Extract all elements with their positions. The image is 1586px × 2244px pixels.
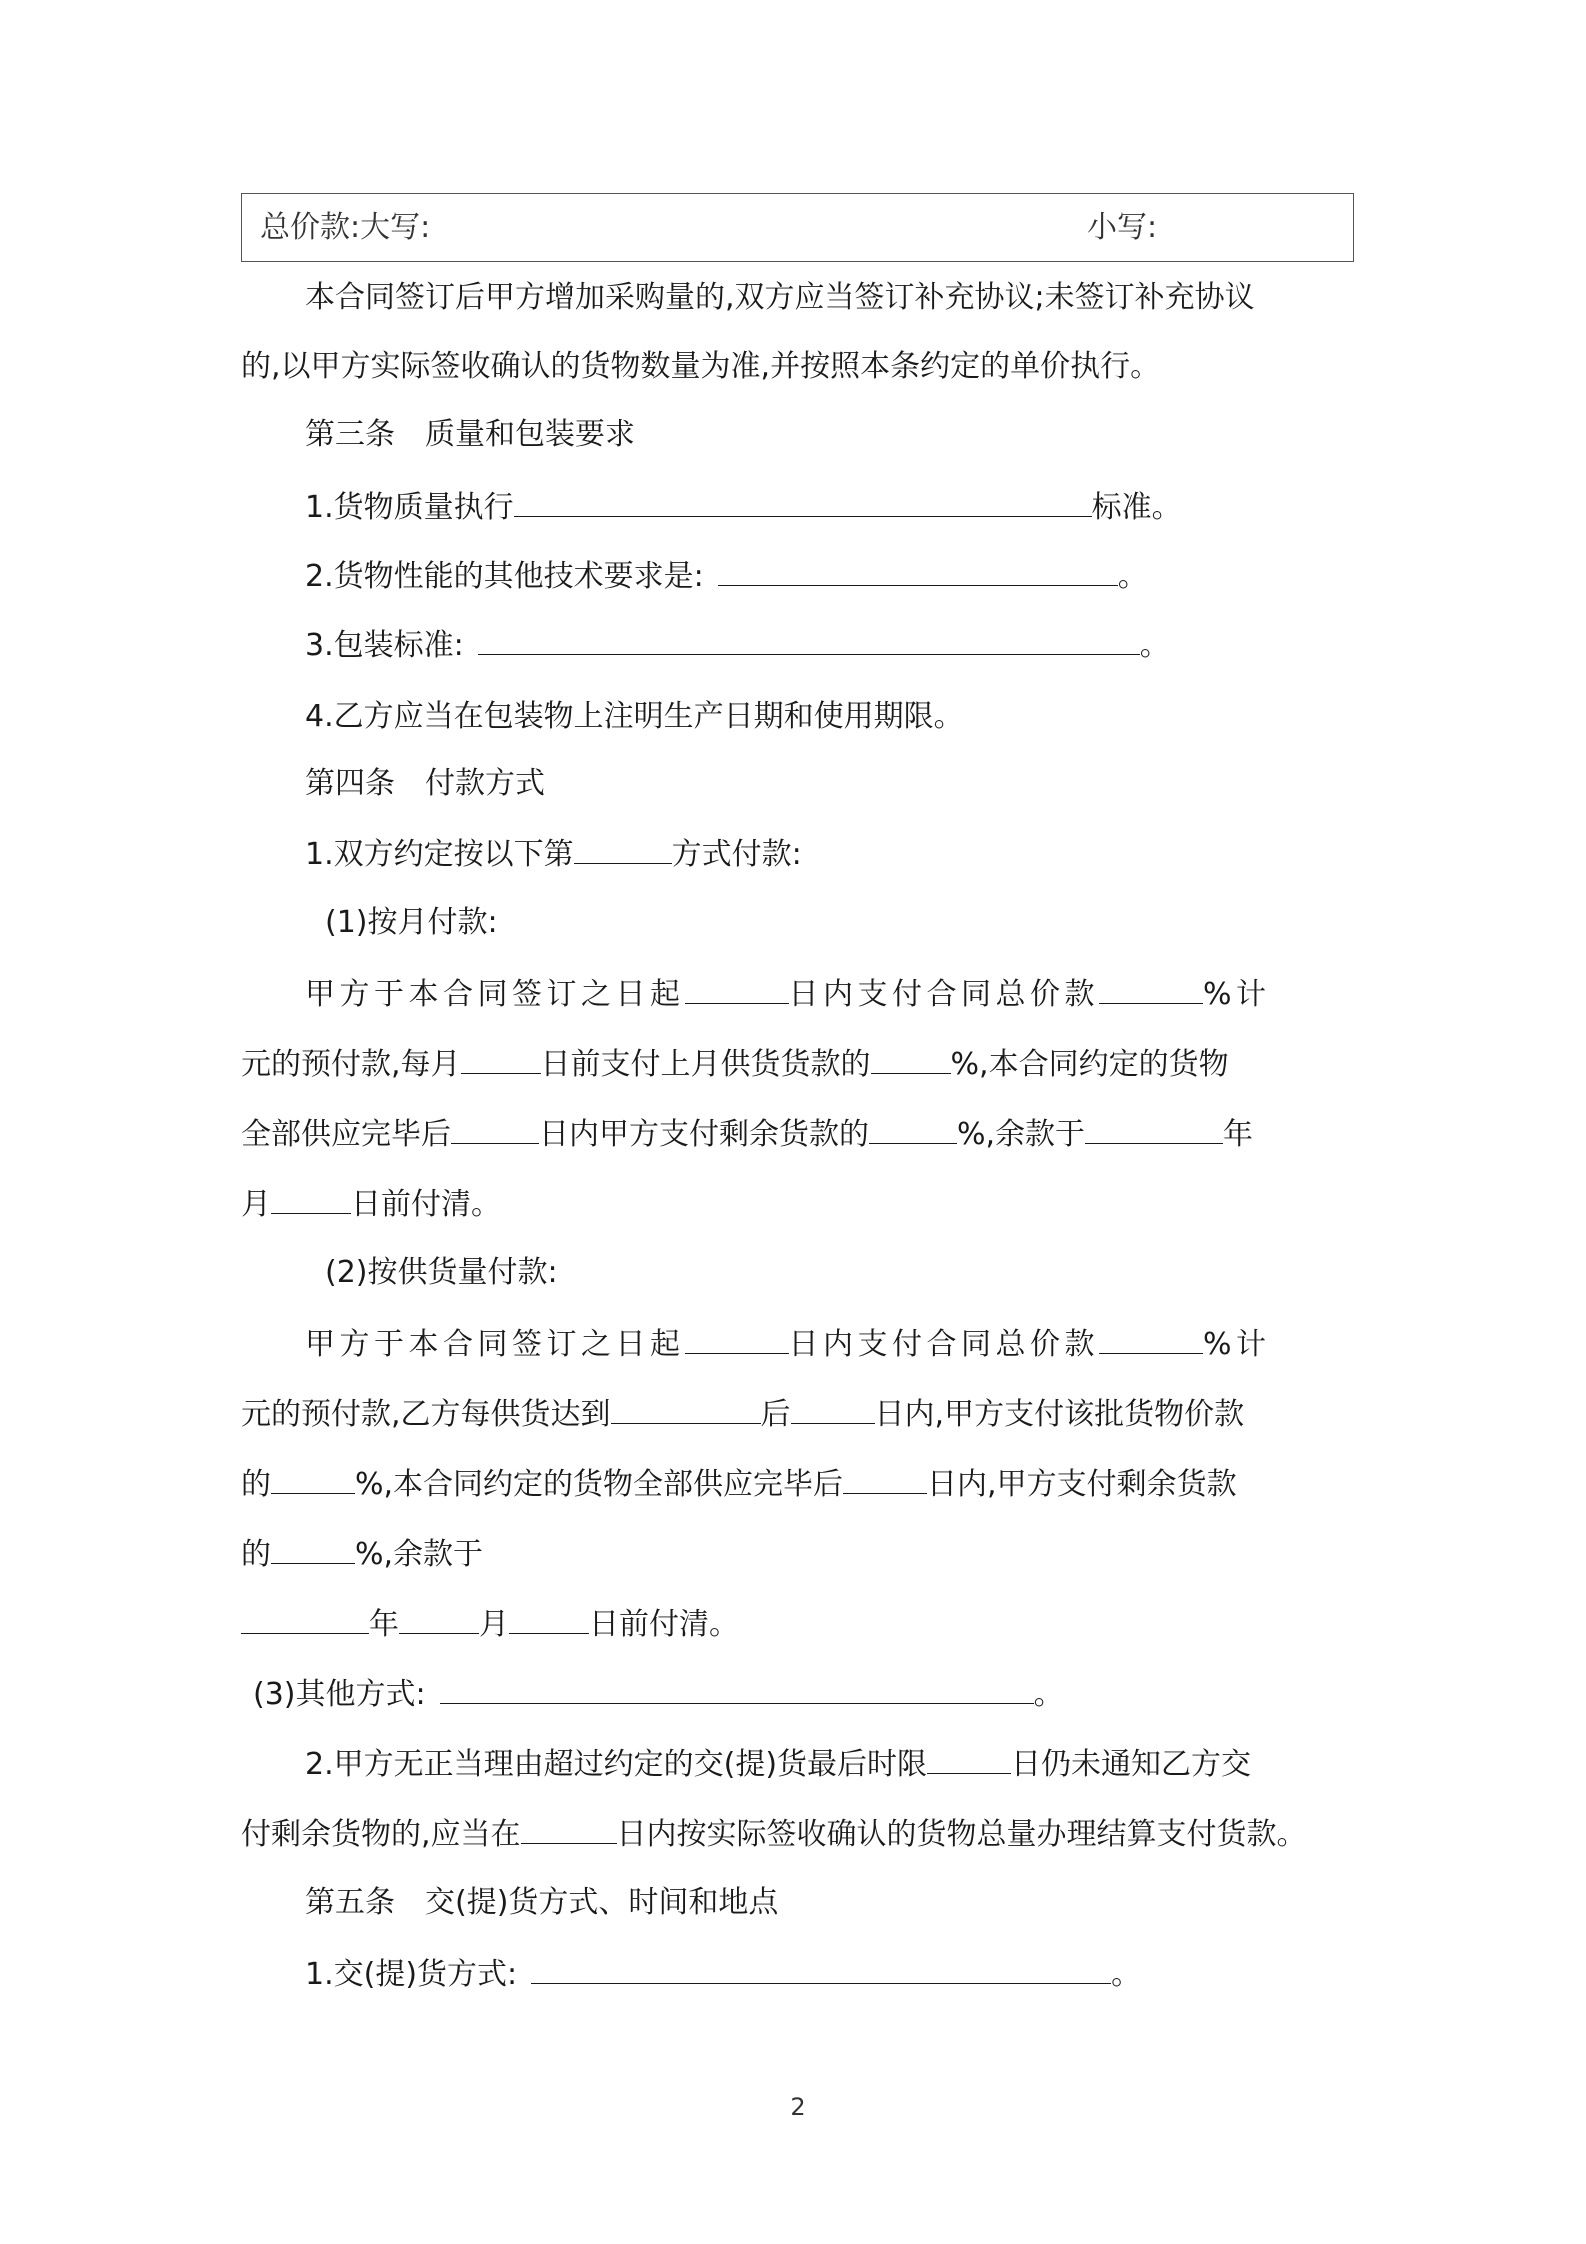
blank-field[interactable] [791, 1393, 875, 1424]
volume-payment-line-2: 元的预付款,乙方每供货达到 后 日内,甲方支付该批货物价款 [241, 1393, 1244, 1435]
blank-field[interactable] [399, 1603, 479, 1634]
monthly-payment-line-4: 月 日前付清。 [241, 1183, 501, 1225]
page-number: 2 [790, 2093, 806, 2121]
payment-clause-2-line-2: 付剩余货物的,应当在 日内按实际签收确认的货物总量办理结算支付货款。 [241, 1813, 1307, 1855]
blank-field[interactable] [478, 624, 1140, 655]
blank-field[interactable] [271, 1533, 355, 1564]
blank-field[interactable] [927, 1743, 1011, 1774]
volume-payment-heading: (2)按供货量付款: [325, 1255, 558, 1290]
quality-clause-1: 1.货物质量执行 标准。 [305, 486, 1182, 528]
blank-field[interactable] [1099, 1323, 1203, 1354]
article-4-heading: 第四条 付款方式 [305, 766, 545, 801]
quality-clause-4: 4.乙方应当在包装物上注明生产日期和使用期限。 [305, 699, 964, 734]
blank-field[interactable] [514, 486, 1092, 517]
blank-field[interactable] [271, 1463, 355, 1494]
quality-clause-2: 2.货物性能的其他技术要求是: 。 [305, 555, 1148, 597]
blank-field[interactable] [451, 1113, 539, 1144]
blank-field[interactable] [718, 555, 1118, 586]
volume-payment-line-1: 甲方于本合同签订之日起 日内支付合同总价款 %计 [305, 1323, 1271, 1365]
monthly-payment-line-3: 全部供应完毕后 日内甲方支付剩余货款的 %,余款于 年 [241, 1113, 1253, 1155]
other-payment-method: (3)其他方式: 。 [253, 1673, 1064, 1715]
blank-field[interactable] [509, 1603, 589, 1634]
total-price-label: 总价款:大写: [260, 210, 431, 245]
blank-field[interactable] [241, 1603, 369, 1634]
blank-field[interactable] [843, 1463, 927, 1494]
total-price-small-label: 小写: [1087, 210, 1158, 245]
paragraph-supplement-1: 本合同签订后甲方增加采购量的,双方应当签订补充协议;未签订补充协议 [305, 280, 1255, 315]
monthly-payment-heading: (1)按月付款: [325, 905, 498, 940]
volume-payment-line-4: 的 %,余款于 [241, 1533, 483, 1575]
blank-field[interactable] [1099, 973, 1203, 1004]
blank-field[interactable] [871, 1043, 951, 1074]
article-3-heading: 第三条 质量和包装要求 [305, 417, 635, 452]
blank-field[interactable] [685, 1323, 789, 1354]
blank-field[interactable] [531, 1953, 1111, 1984]
quality-clause-3: 3.包装标准: 。 [305, 624, 1170, 666]
delivery-clause-1: 1.交(提)货方式: 。 [305, 1953, 1141, 1995]
monthly-payment-line-2: 元的预付款,每月 日前支付上月供货货款的 %,本合同约定的货物 [241, 1043, 1229, 1085]
blank-field[interactable] [1085, 1113, 1223, 1144]
blank-field[interactable] [461, 1043, 541, 1074]
volume-payment-line-5: 年 月 日前付清。 [241, 1603, 739, 1645]
blank-field[interactable] [440, 1673, 1034, 1704]
volume-payment-line-3: 的 %,本合同约定的货物全部供应完毕后 日内,甲方支付剩余货款 [241, 1463, 1237, 1505]
blank-field[interactable] [685, 973, 789, 1004]
payment-clause-1: 1.双方约定按以下第 方式付款: [305, 833, 802, 875]
blank-field[interactable] [271, 1183, 351, 1214]
article-5-heading: 第五条 交(提)货方式、时间和地点 [305, 1885, 779, 1920]
blank-field[interactable] [574, 833, 672, 864]
total-price-box [241, 193, 1354, 262]
paragraph-supplement-2: 的,以甲方实际签收确认的货物数量为准,并按照本条约定的单价执行。 [241, 349, 1161, 384]
blank-field[interactable] [521, 1813, 617, 1844]
blank-field[interactable] [869, 1113, 957, 1144]
payment-clause-2-line-1: 2.甲方无正当理由超过约定的交(提)货最后时限 日仍未通知乙方交 [305, 1743, 1251, 1785]
blank-field[interactable] [611, 1393, 761, 1424]
monthly-payment-line-1: 甲方于本合同签订之日起 日内支付合同总价款 %计 [305, 973, 1271, 1015]
